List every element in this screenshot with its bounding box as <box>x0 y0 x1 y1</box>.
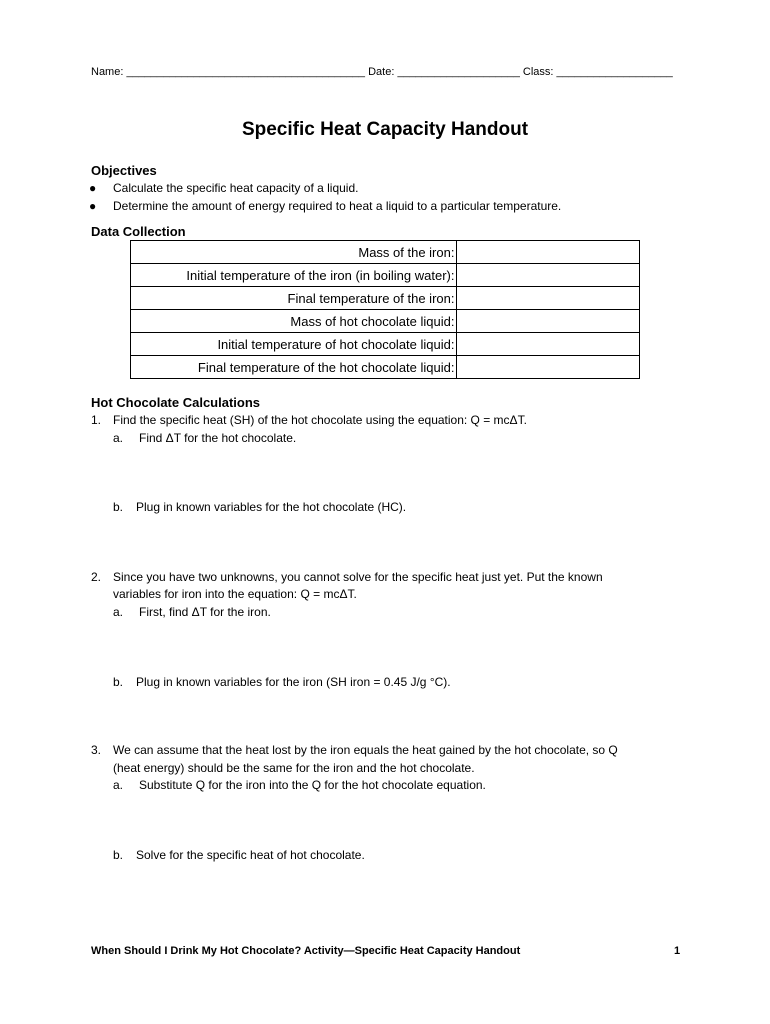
objective-item: Determine the amount of energy required to heat a liquid to a particular temperature. <box>113 199 562 213</box>
row-value-cell[interactable] <box>457 264 640 287</box>
objectives-heading: Objectives <box>91 163 157 178</box>
data-collection-heading: Data Collection <box>91 224 186 239</box>
table-row <box>131 310 640 333</box>
objective-item: Calculate the specific heat capacity of a liquid. <box>113 181 359 195</box>
page-number: 1 <box>674 945 681 957</box>
table-row <box>131 356 640 379</box>
table-row <box>131 264 640 287</box>
bullet-icon: ● <box>89 181 97 195</box>
sub-label: b. <box>113 675 124 689</box>
question-1b-text: Plug in known variables for the hot chocolate (HC). <box>136 500 407 514</box>
row-label: Initial temperature of the iron (in boiling water): <box>131 264 457 287</box>
calculations-heading: Hot Chocolate Calculations <box>91 395 261 410</box>
question-3b-text: Solve for the specific heat of hot chocolate. <box>136 848 365 862</box>
date-field: Date: ____________________ <box>368 66 520 78</box>
table-row <box>131 333 640 356</box>
sub-label: a. <box>113 778 124 792</box>
row-value-cell[interactable] <box>457 333 640 356</box>
header-fields <box>91 66 673 78</box>
page-title: Specific Heat Capacity Handout <box>241 119 529 140</box>
row-label: Final temperature of the iron: <box>131 287 457 310</box>
sub-label: a. <box>113 431 124 445</box>
sub-label: b. <box>113 848 124 862</box>
row-value-cell[interactable] <box>457 310 640 333</box>
row-value-cell[interactable] <box>457 241 640 264</box>
question-1a-text: Find ΔT for the hot chocolate. <box>139 431 297 445</box>
row-label: Final temperature of the hot chocolate liquid: <box>131 356 457 379</box>
row-value-cell[interactable] <box>457 356 640 379</box>
bullet-icon: ● <box>89 199 97 213</box>
question-1-text: Find the specific heat (SH) of the hot chocolate using the equation: Q = mcΔT. <box>113 413 527 427</box>
row-value-cell[interactable] <box>457 287 640 310</box>
question-number: 3. <box>91 743 102 757</box>
question-number: 2. <box>91 570 102 584</box>
question-number: 1. <box>91 413 102 427</box>
question-3-text: We can assume that the heat lost by the iron equals the heat gained by the hot chocolate, so Q <box>113 743 618 757</box>
data-collection-table <box>130 240 640 379</box>
question-2-text: Since you have two unknowns, you cannot solve for the specific heat just yet. Put the known <box>113 570 603 584</box>
sub-label: b. <box>113 500 124 514</box>
table-row <box>131 241 640 264</box>
name-field: Name: _______________________________________ <box>91 66 366 78</box>
row-label: Mass of hot chocolate liquid: <box>131 310 457 333</box>
question-2-text-cont: variables for iron into the equation: Q = mcΔT. <box>113 587 357 601</box>
question-3a-text: Substitute Q for the iron into the Q for the hot chocolate equation. <box>139 778 486 792</box>
table-row <box>131 287 640 310</box>
class-field: Class: ___________________ <box>522 66 673 78</box>
sub-label: a. <box>113 605 124 619</box>
question-2b-text: Plug in known variables for the iron (SH iron = 0.45 J/g °C). <box>136 675 451 689</box>
question-3-text-cont: (heat energy) should be the same for the iron and the hot chocolate. <box>113 761 475 775</box>
row-label: Mass of the iron: <box>131 241 457 264</box>
row-label: Initial temperature of hot chocolate liquid: <box>131 333 457 356</box>
question-2a-text: First, find ΔT for the iron. <box>139 605 271 619</box>
footer-title: When Should I Drink My Hot Chocolate? Activity—Specific Heat Capacity Handout <box>91 945 521 957</box>
